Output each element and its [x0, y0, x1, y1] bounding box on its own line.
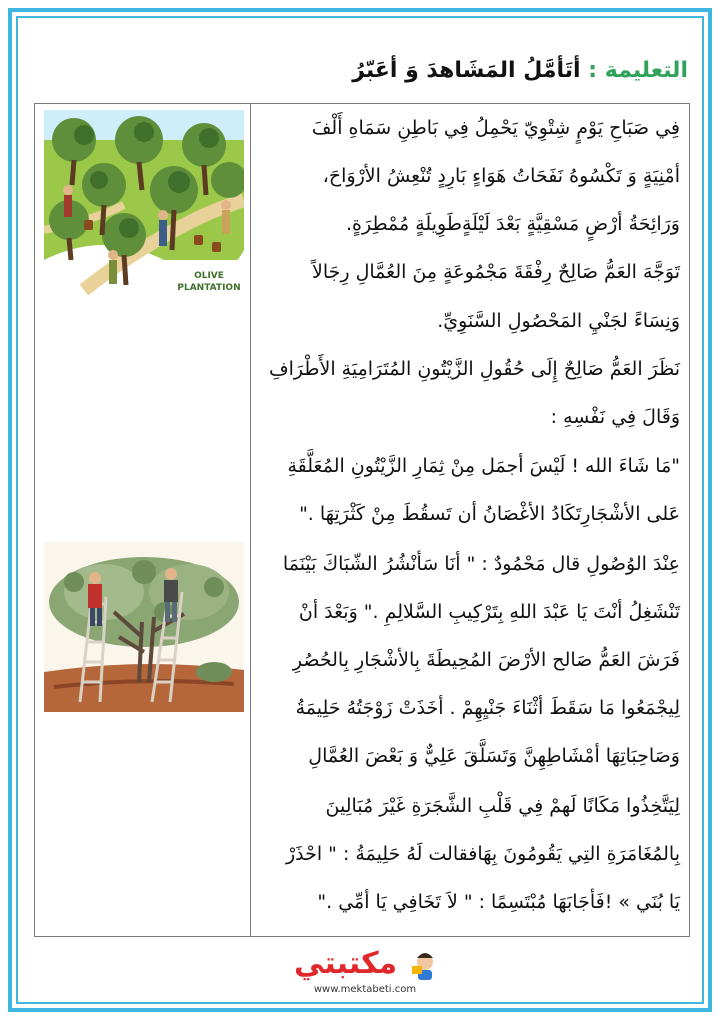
instruction-colon: : — [588, 58, 598, 83]
harvest-ladders-illustration — [44, 542, 244, 712]
story-line-6: نَظَرَ العَمُّ صَالِحٌ إِلَى حُقُولِ الزَّيْتُونِ المُتَرَامِيَةِ الأَطْرَافِ — [268, 358, 680, 380]
story-line-16: بِالمُغَامَرَةِ التِي يَقُومُونَ بِهَافقالت لَهُ حَلِيمَةُ : " احْذَرْ — [285, 843, 680, 865]
mektabeti-logo[interactable] — [280, 946, 450, 998]
olive-caption-line2: PLANTATION — [177, 283, 241, 293]
story-line-12: فَرَشَ العَمُّ صَالح الأرْضَ المُحِيطَةَ بِالأشْجَارِ بِالحُصُرِ — [292, 649, 680, 671]
story-line-14: وَصَاحِبَاتِهَا أمْشَاطِهِنَّ وَتَسَلَّقَ عَلِيٌّ وَ بَعْضَ العُمَّالِ — [308, 745, 680, 767]
story-line-10: عِنْدَ الوُصُولِ قال مَحْمُودٌ : " أنَا سَأنْشُرُ الشّبَاكَ بَيْنَمَا — [282, 553, 680, 575]
instruction-text: أتَأمَّلُ المَشَاهدَ وَ أعَبّرُ — [352, 58, 581, 83]
story-line-13: لِيجْمَعُوا مَا سَقَطَ أثْنَاءَ جَنْيِهِمْ . أخَذَتْ زَوْجَتُهُ حَلِيمَةُ — [295, 697, 680, 719]
website-url[interactable]: www.mektabeti.com — [313, 984, 417, 995]
instruction-label: التعليمة — [604, 58, 688, 83]
olive-caption-line1: OLIVE — [194, 271, 224, 281]
story-line-8: "مَا شَاءَ الله ! لَيْسَ أجمَل مِنْ ثِمَارِ الزَّيْتُونِ المُعَلَّقَةِ — [287, 455, 680, 477]
story-line-2: أمْنِيَةٍ وَ تَكْسُوهُ نَفَحَاتُ هَوَاءٍ بَارِدٍ تُنْعِشُ الأرْوَاحَ، — [322, 165, 680, 187]
story-text-column — [251, 103, 690, 937]
story-line-3: وَرَائِحَةُ أرْضٍ مَسْقِيَّةٍ بَعْدَ لَيْلَةٍطَوِيلَةٍ مُمْطِرَةٍ. — [345, 213, 680, 235]
story-line-11: تَنْشَغِلُ أنْتَ يَا عَبْدَ اللهِ بِتَرْكِيبِ السَّلالِمِ ." وَبَعْدَ أنْ — [298, 601, 680, 623]
story-line-5: وَنِسَاءً لجَنْيِ المَحْصُولِ السَّنَوِيِّ. — [437, 310, 680, 332]
olive-plantation-illustration — [44, 110, 244, 320]
story-line-17: يَا بُنَي » !فَأجَابَهَا مُبْتَسِمًا : " لاَ تَخَافِي يَا أمِّي ." — [317, 891, 680, 913]
story-line-4: تَوَجَّهَ العَمُّ صَالِحٌ رِفْقَةَ مَجْمُوعَةٍ مِنَ العُمَّالِ رِجَالاً — [312, 261, 680, 283]
story-line-15: لِيَتَّخِذُوا مَكَانًا لَهمْ فِي قَلْبِ الشَّجَرَةِ غَيْرَ مُبَالِينَ — [325, 795, 680, 817]
boy-mascot-icon — [408, 950, 442, 982]
story-line-9: عَلى الأشْجَارِتَكَادُ الأغْصَانُ أن تَسقُطَ مِنْ كَثْرَتِهَا ." — [299, 503, 680, 525]
instruction-header — [330, 58, 688, 94]
story-line-7: وَقَالَ فِي نَفْسِهِ : — [550, 406, 680, 428]
logo-text: مكتبتي — [294, 946, 398, 981]
story-line-1: فِي صَبَاحِ يَوْمٍ شِتْوِيّ يَحْمِلُ فِي بَاطِنِ سَمَاهِ أَلْفَ — [311, 117, 680, 139]
